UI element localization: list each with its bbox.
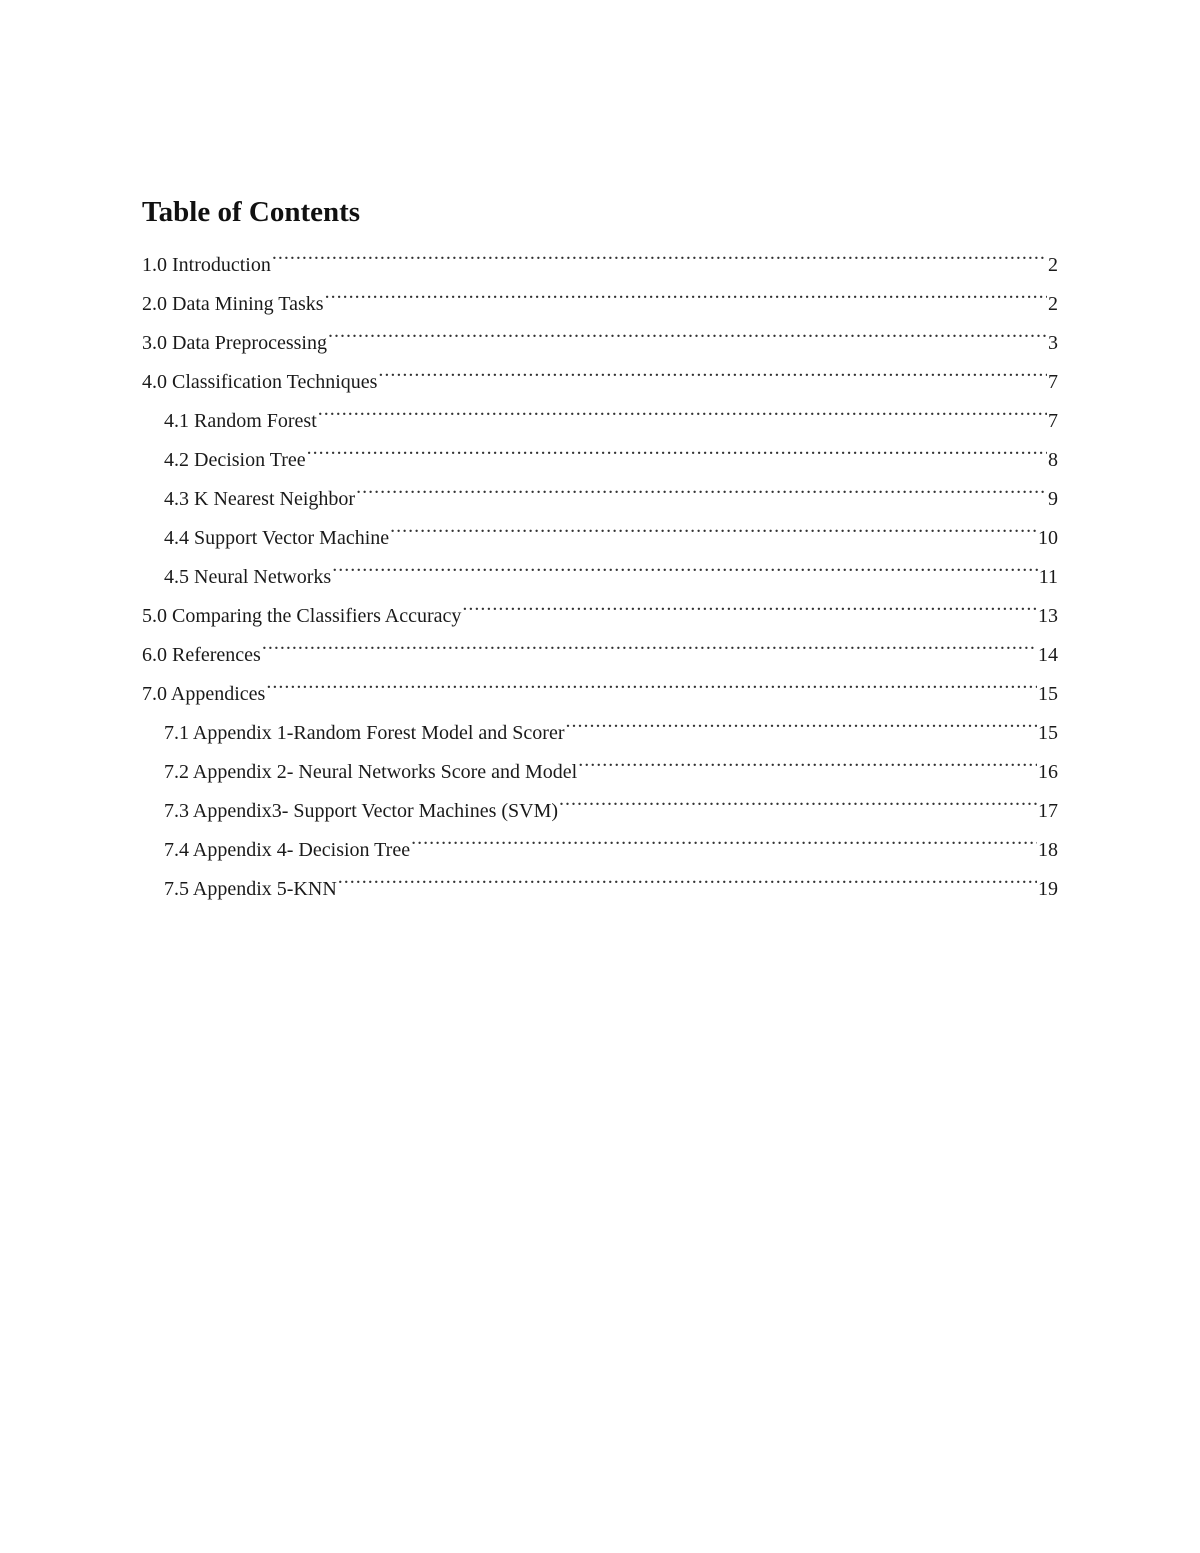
toc-entry-page-number: 10 xyxy=(1038,527,1058,549)
toc-entry-label: 7.4 Appendix 4- Decision Tree xyxy=(164,839,411,861)
toc-dot-leader xyxy=(318,388,1047,427)
toc-dot-leader xyxy=(328,310,1047,349)
toc-entry-page-number: 15 xyxy=(1038,683,1058,705)
toc-entry-page-number: 17 xyxy=(1038,800,1058,822)
toc-dot-leader xyxy=(338,856,1037,895)
toc-dot-leader xyxy=(272,232,1047,271)
toc-entry-page-number: 7 xyxy=(1048,410,1058,432)
toc-entry-page-number: 8 xyxy=(1048,449,1058,471)
toc-entry-label: 7.0 Appendices xyxy=(142,683,266,705)
toc-entry-page-number: 14 xyxy=(1038,644,1058,666)
toc-entry[interactable] xyxy=(142,661,1058,705)
toc-entry-label: 7.2 Appendix 2- Neural Networks Score and Model xyxy=(164,761,578,783)
toc-entry-label: 4.3 K Nearest Neighbor xyxy=(164,488,356,510)
table-of-contents xyxy=(142,192,1058,900)
toc-entry-label: 1.0 Introduction xyxy=(142,254,271,276)
toc-dot-leader xyxy=(411,817,1037,856)
toc-dot-leader xyxy=(559,778,1037,817)
toc-entry-label: 7.3 Appendix3- Support Vector Machines (SVM) xyxy=(164,800,559,822)
toc-entry-page-number: 3 xyxy=(1048,332,1058,354)
toc-entry[interactable] xyxy=(142,271,1058,315)
toc-dot-leader xyxy=(356,466,1047,505)
toc-entry-page-number: 7 xyxy=(1048,371,1058,393)
toc-dot-leader xyxy=(325,271,1047,310)
toc-entry-label: 7.5 Appendix 5-KNN xyxy=(164,878,337,900)
toc-dot-leader xyxy=(390,505,1037,544)
toc-entry-label: 2.0 Data Mining Tasks xyxy=(142,293,324,315)
toc-entry-label: 5.0 Comparing the Classifiers Accuracy xyxy=(142,605,462,627)
toc-entry-page-number: 13 xyxy=(1038,605,1058,627)
toc-dot-leader xyxy=(307,427,1047,466)
toc-entry-label: 6.0 References xyxy=(142,644,261,666)
toc-dot-leader xyxy=(266,661,1037,700)
toc-dot-leader xyxy=(332,544,1038,583)
toc-entry-label: 4.5 Neural Networks xyxy=(164,566,332,588)
toc-entry-page-number: 16 xyxy=(1038,761,1058,783)
toc-entry-page-number: 2 xyxy=(1048,293,1058,315)
toc-dot-leader xyxy=(262,622,1037,661)
toc-entry[interactable] xyxy=(142,232,1058,276)
toc-entry[interactable] xyxy=(142,622,1058,666)
toc-dot-leader xyxy=(578,739,1037,778)
toc-entry-label: 4.4 Support Vector Machine xyxy=(164,527,390,549)
toc-entry-page-number: 11 xyxy=(1038,566,1058,588)
toc-entry-label: 3.0 Data Preprocessing xyxy=(142,332,327,354)
toc-title: Table of Contents xyxy=(142,196,361,228)
toc-list xyxy=(142,232,1058,900)
toc-entry-label: 4.2 Decision Tree xyxy=(164,449,306,471)
toc-entry-page-number: 9 xyxy=(1048,488,1058,510)
toc-entry-page-number: 15 xyxy=(1038,722,1058,744)
toc-dot-leader xyxy=(462,583,1037,622)
toc-entry-label: 7.1 Appendix 1-Random Forest Model and Scorer xyxy=(164,722,565,744)
toc-dot-leader xyxy=(566,700,1038,739)
toc-entry-page-number: 18 xyxy=(1038,839,1058,861)
toc-entry-label: 4.0 Classification Techniques xyxy=(142,371,378,393)
toc-entry-page-number: 19 xyxy=(1038,878,1058,900)
toc-entry-page-number: 2 xyxy=(1048,254,1058,276)
toc-entry-label: 4.1 Random Forest xyxy=(164,410,317,432)
toc-dot-leader xyxy=(378,349,1047,388)
toc-entry[interactable] xyxy=(142,700,1058,744)
